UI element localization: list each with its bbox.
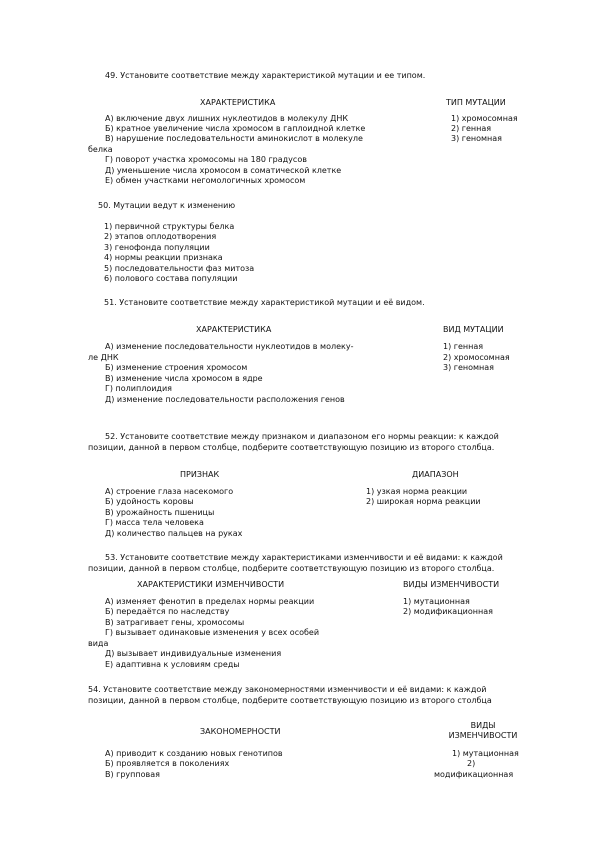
q49-option-1: 1) хромосомная [451,114,518,123]
q54-title-line2: позиции, данной в первом столбце, подберите соответствующую позицию из второго столбца [88,696,492,705]
q54-col1-header: ЗАКОНОМЕРНОСТИ [200,727,281,736]
q50-item-6: 6) полового состава популяции [104,274,238,283]
q53-option-2: 2) модификационная [403,607,493,616]
q53-col2-header: ВИДЫ ИЗМЕНЧИВОСТИ [403,580,500,589]
q51-item-c: В) изменение числа хромосом в ядре [105,374,263,383]
q54-item-b: Б) проявляется в поколениях [105,759,230,768]
q51-item-a-cont: ле ДНК [88,353,119,362]
q52-item-e: Д) количество пальцев на руках [105,529,243,538]
q52-item-a: А) строение глаза насекомого [105,487,234,496]
q53-col1-header: ХАРАКТЕРИСТИКИ ИЗМЕНЧИВОСТИ [137,580,285,589]
q52-item-d: Г) масса тела человека [105,518,204,527]
q54-item-a: А) приводит к созданию новых генотипов [105,749,283,758]
q51-item-a: А) изменение последовательности нуклеотидов в молеку- [105,342,354,351]
q51-option-1: 1) генная [443,342,484,351]
q53-option-1: 1) мутационная [403,597,470,606]
q49-item-c-cont: белка [88,145,113,154]
q53-item-b: Б) передаётся по наследству [105,607,230,616]
q51-item-d: Г) полиплоидия [105,384,172,393]
q52-col1-header: ПРИЗНАК [180,470,220,479]
q53-item-f: Е) адаптивна к условиям среды [105,660,240,669]
q49-item-b: Б) кратное увеличение числа хромосом в гаплоидной клетке [105,124,366,133]
q52-item-c: В) урожайность пшеницы [105,508,215,517]
q52-option-1: 1) узкая норма реакции [366,487,468,496]
q53-item-d: Г) вызывает одинаковые изменения у всех особей [105,628,320,637]
q50-item-2: 2) этапов оплодотворения [104,232,217,241]
q50-item-1: 1) первичной структуры белка [104,222,235,231]
q52-title-line1: 52. Установите соответствие между признаком и диапазоном его нормы реакции: к каждой [105,432,499,441]
q49-item-a: А) включение двух лишних нуклеотидов в молекулу ДНК [105,114,349,123]
q54-col2-header-line2: ИЗМЕНЧИВОСТИ [448,731,518,740]
q49-item-e: Д) уменьшение числа хромосом в соматической клетке [105,166,342,175]
q54-col2-header-line1: ВИДЫ [470,721,496,730]
q51-option-3: 3) геномная [443,363,494,372]
q49-item-d: Г) поворот участка хромосомы на 180 градусов [105,155,307,164]
q53-title-line1: 53. Установите соответствие между характеристиками изменчивости и её видами: к каждой [105,553,503,562]
q53-item-a: А) изменяет фенотип в пределах нормы реакции [105,597,315,606]
q49-option-3: 3) геномная [451,134,502,143]
q54-option-1: 1) мутационная [452,749,519,758]
q49-col2-header: ТИП МУТАЦИИ [446,98,506,107]
q53-title-line2: позиции, данной в первом столбце, подберите соответствующую позицию из второго столбца. [88,564,495,573]
q51-title: 51. Установите соответствие между характеристикой мутации и её видом. [104,298,425,307]
q53-item-e: Д) вызывает индивидуальные изменения [105,649,282,658]
q51-item-e: Д) изменение последовательности расположения генов [105,395,345,404]
q52-title-line2: позиции, данной в первом столбце, подберите соответствующую позицию из второго столбца. [88,443,495,452]
q52-col2-header: ДИАПАЗОН [412,470,459,479]
q52-item-b: Б) удойность коровы [105,497,194,506]
q54-title-line1: 54. Установите соответствие между закономерностями изменчивости и её видами: к каждой [88,685,487,694]
q49-item-f: Е) обмен участками негомологичных хромосом [105,176,306,185]
q54-option-2-cont: модификационная [434,770,514,779]
q50-item-3: 3) генофонда популяции [104,243,210,252]
q51-col2-header: ВИД МУТАЦИИ [443,325,504,334]
q52-option-2: 2) широкая норма реакции [366,497,481,506]
q50-item-4: 4) нормы реакции признака [104,253,223,262]
q49-col1-header: ХАРАКТЕРИСТИКА [200,98,276,107]
q53-item-c: В) затрагивает гены, хромосомы [105,618,245,627]
q53-item-d-cont: вида [88,639,109,648]
q50-item-5: 5) последовательности фаз митоза [104,264,255,273]
q49-item-c: В) нарушение последовательности аминокислот в молекуле [105,134,363,143]
q54-item-c: В) групповая [105,770,160,779]
q51-item-b: Б) изменение строения хромосом [105,363,248,372]
q50-title: 50. Мутации ведут к изменению [98,201,236,210]
q54-option-2: 2) [467,759,476,768]
q49-option-2: 2) генная [451,124,492,133]
q49-title: 49. Установите соответствие между характеристикой мутации и ее типом. [105,71,426,80]
q51-col1-header: ХАРАКТЕРИСТИКА [196,325,272,334]
q51-option-2: 2) хромосомная [443,353,510,362]
